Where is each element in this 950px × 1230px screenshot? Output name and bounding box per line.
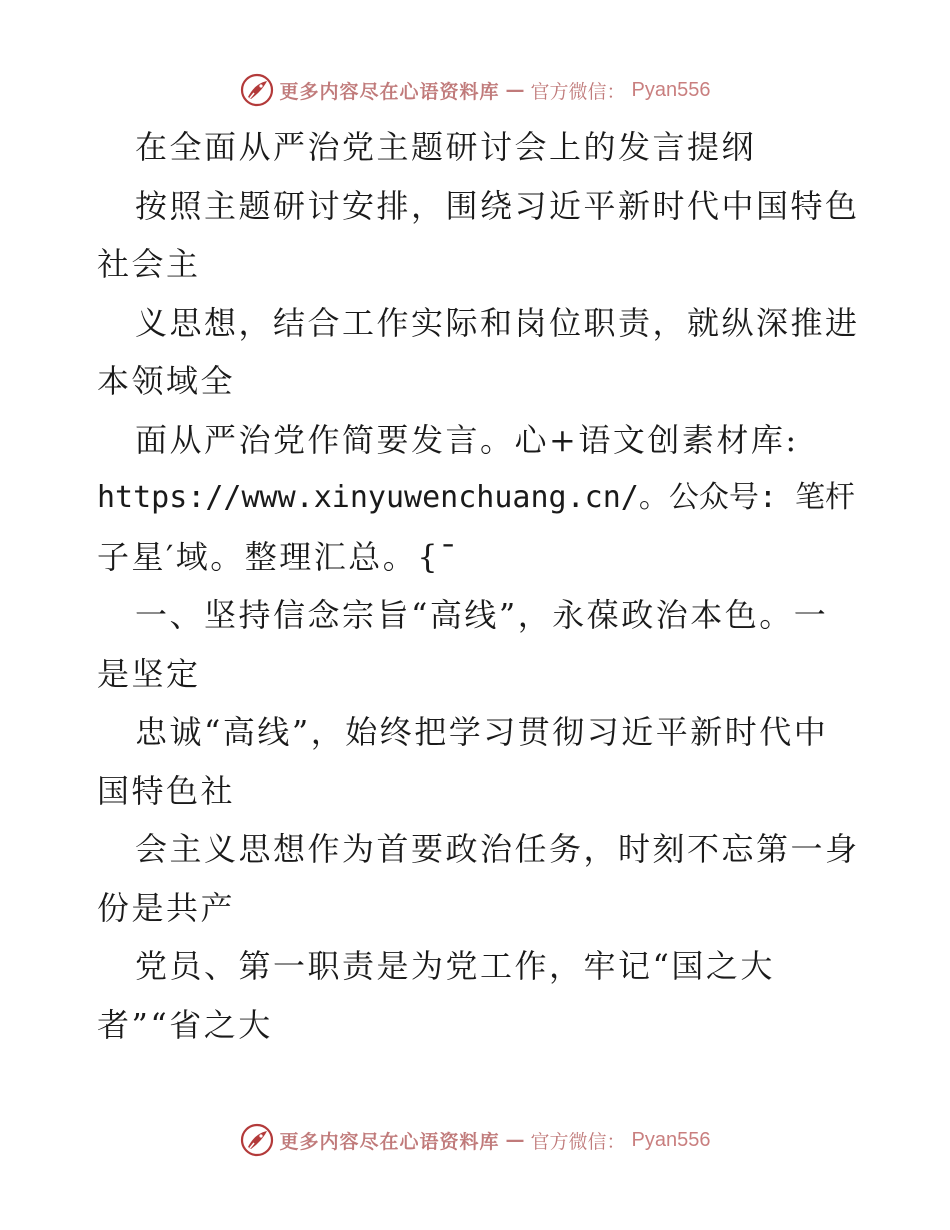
footer-brand-text: 更多内容尽在心语资料库: [279, 1130, 500, 1153]
document-body: [97, 118, 860, 1054]
header-brand-text: 更多内容尽在心语资料库: [279, 80, 500, 103]
body-line-url: https://www.xinyuwenchuang.cn/。公众号: 笔杆: [97, 480, 855, 515]
footer-wechat-label: 官方微信：: [530, 1130, 626, 1153]
header-watermark: [0, 70, 950, 110]
header-brand-dash: —: [505, 79, 525, 101]
header-wechat-label: 官方微信：: [530, 80, 626, 103]
pen-nib-logo-icon: [240, 1123, 274, 1157]
body-line: 份是共产: [97, 888, 236, 927]
footer-brand-dash: —: [505, 1129, 525, 1151]
footer-wechat-id: Pyan556: [631, 1128, 711, 1151]
body-line: 子星′域。整理汇总。{¯: [97, 537, 459, 576]
body-line: 国特色社: [97, 771, 236, 810]
body-line: 义思想，结合工作实际和岗位职责，就纵深推进: [135, 303, 860, 342]
body-line: 社会主: [97, 245, 201, 283]
footer-watermark: [0, 1120, 950, 1160]
body-line: 本领域全: [97, 362, 236, 400]
body-line: 是坚定: [97, 654, 201, 693]
body-line: 面从严治党作简要发言。心+语文创素材库:: [135, 420, 799, 459]
header-wechat-id: Pyan556: [631, 78, 711, 101]
document-title: 在全面从严治党主题研讨会上的发言提纲: [135, 128, 757, 166]
body-line: 者”“省之大: [97, 1005, 273, 1044]
body-line: 按照主题研讨安排，围绕习近平新时代中国特色: [135, 186, 860, 225]
body-line: 会主义思想作为首要政治任务，时刻不忘第一身: [135, 830, 860, 868]
body-line: 党员、第一职责是为党工作，牢记“国之大: [135, 947, 775, 985]
body-line: 忠诚“高线”，始终把学习贯彻习近平新时代中: [135, 713, 829, 751]
section-heading-1: 一、坚持信念宗旨“高线”，永葆政治本色。一: [135, 596, 829, 634]
pen-nib-logo-icon: [240, 73, 274, 107]
